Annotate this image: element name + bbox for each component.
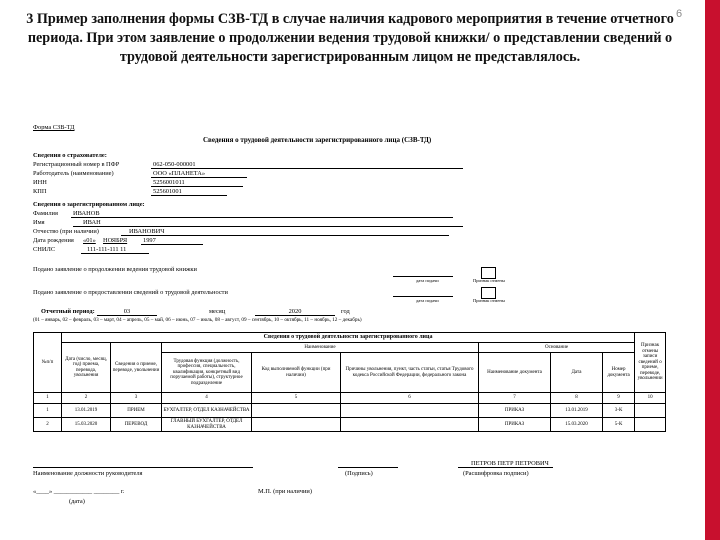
row-info: ПЕРЕВОД xyxy=(111,418,162,432)
period-year-label: год xyxy=(341,308,350,315)
row-revoke xyxy=(635,418,666,432)
period-month-label: месяц xyxy=(209,308,226,315)
row-num: 2 xyxy=(34,418,62,432)
row-doc-number: 5-К xyxy=(603,418,635,432)
header-doc-name: Наименование документа xyxy=(479,353,551,393)
header-function: Трудовая функция (должность, профессия, специальность, квалификация, конкретный вид поручаемой работы), структурное подразделение xyxy=(162,353,252,393)
row-doc-name: ПРИКАЗ xyxy=(479,418,551,432)
dob-label: Дата рождения xyxy=(33,237,74,244)
row-date: 13.01.2019 xyxy=(62,404,111,418)
period-label: Отчетный период: xyxy=(41,308,95,315)
col-number: 4 xyxy=(162,393,252,404)
person-heading: Сведения о зарегистрированном лице: xyxy=(33,201,145,208)
provide-statement: Подано заявление о предоставлении сведений о трудовой деятельности xyxy=(33,289,228,296)
header-basis-group: Основание xyxy=(479,343,635,353)
kpp-value: 525601001 xyxy=(151,188,227,196)
signature-line xyxy=(338,467,398,468)
patronymic-value: ИВАНОВИЧ xyxy=(121,228,449,236)
continue-statement: Подано заявление о продолжении ведения трудовой книжки xyxy=(33,266,197,273)
continue-date-line xyxy=(393,276,453,277)
header-revoke: Признак отмены записи сведений о приеме, переводе, увольнении xyxy=(635,333,666,393)
dob-month: НОЯБРЯ xyxy=(103,237,128,244)
employer-label: Работодатель (наименование) xyxy=(33,170,114,177)
date-label: (дата) xyxy=(69,498,85,505)
dob-year: 1997 xyxy=(141,237,203,245)
row-function: ГЛАВНЫЙ БУХГАЛТЕР, ОТДЕЛ КАЗНАЧЕЙСТВА xyxy=(162,418,252,432)
header-code: Код выполняемой функции (при наличии) xyxy=(252,353,341,393)
head-position-label: Наименование должности руководителя xyxy=(33,470,143,477)
col-number: 2 xyxy=(62,393,111,404)
work-activity-table xyxy=(33,332,666,432)
table-main-header: Сведения о трудовой деятельности зарегистрированного лица xyxy=(62,333,635,343)
header-doc-date: Дата xyxy=(551,353,603,393)
signer-name: ПЕТРОВ ПЕТР ПЕТРОВИЧ xyxy=(471,460,549,467)
col-number: 9 xyxy=(603,393,635,404)
row-revoke xyxy=(635,404,666,418)
employer-value: ООО «ПЛАНЕТА» xyxy=(151,170,247,178)
continue-revoke-caption: Признак отмены xyxy=(473,278,505,283)
insurer-heading: Сведения о страхователе: xyxy=(33,152,107,159)
date-line: «____» ____________ ________ г. xyxy=(33,488,125,495)
page-number: 6 xyxy=(676,8,683,20)
row-doc-date: 13.01.2019 xyxy=(551,404,603,418)
decoding-label: (Расшифровка подписи) xyxy=(463,470,529,477)
row-info: ПРИЕМ xyxy=(111,404,162,418)
row-num: 1 xyxy=(34,404,62,418)
period-legend: (01 – январь, 02 – февраль, 03 – март, 04 – апрель, 05 – май, 06 – июнь, 07 – июль, 08 – август, 09 – сентябрь, 10 – октябрь, 11 – ноябрь, 12 – декабрь) xyxy=(33,317,362,323)
reg-number-value: 062-050-000001 xyxy=(151,161,463,169)
header-num: №п/п xyxy=(34,333,62,393)
provide-revoke-caption: Признак отмены xyxy=(473,298,505,303)
inn-label: ИНН xyxy=(33,179,47,186)
accent-bar xyxy=(705,0,720,540)
table-row xyxy=(34,418,666,432)
provide-date-line xyxy=(393,296,453,297)
kpp-label: КПП xyxy=(33,188,47,195)
col-number: 6 xyxy=(341,393,479,404)
row-doc-number: 3-К xyxy=(603,404,635,418)
row-date: 15.03.2020 xyxy=(62,418,111,432)
header-date: Дата (число, месяц, год) приема, перевода, увольнения xyxy=(62,343,111,393)
form-title: Сведения о трудовой деятельности зарегистрированного лица (СЗВ-ТД) xyxy=(203,136,432,144)
row-doc-date: 15.03.2020 xyxy=(551,418,603,432)
row-reason xyxy=(341,418,479,432)
name-value: ИВАН xyxy=(73,219,463,227)
row-function: БУХГАЛТЕР, ОТДЕЛ КАЗНАЧЕЙСТВА xyxy=(162,404,252,418)
period-month-value: 03 xyxy=(97,308,157,316)
continue-date-caption: дата подачи xyxy=(416,278,439,283)
surname-value: ИВАНОВ xyxy=(71,210,453,218)
col-number: 3 xyxy=(111,393,162,404)
inn-value: 5256001011 xyxy=(151,179,243,187)
szv-td-form xyxy=(33,124,665,514)
patronymic-label: Отчество (при наличии) xyxy=(33,228,99,235)
surname-label: Фамилия xyxy=(33,210,58,217)
dob-day: «01» xyxy=(83,237,96,244)
col-number: 5 xyxy=(252,393,341,404)
snils-value: 111-111-111 11 xyxy=(81,246,149,254)
header-name-group: Наименование xyxy=(162,343,479,353)
col-number: 10 xyxy=(635,393,666,404)
row-code xyxy=(252,418,341,432)
slide-title: 3 Пример заполнения формы СЗВ-ТД в случае наличия кадрового мероприятия в течение отчетного периода. При этом заявление о продолжении ведения трудовой книжки/ о представлении сведений о трудовой деятельности зарегистрированным лицом не представлялось. xyxy=(26,11,674,65)
col-number: 1 xyxy=(34,393,62,404)
row-code xyxy=(252,404,341,418)
stamp-label: М.П. (при наличии) xyxy=(258,488,312,495)
signature-label: (Подпись) xyxy=(345,470,373,477)
signer-line xyxy=(458,467,553,468)
reg-number-label: Регистрационный номер в ПФР xyxy=(33,161,120,168)
period-year-value: 2020 xyxy=(255,308,335,316)
name-label: Имя xyxy=(33,219,45,226)
col-number: 7 xyxy=(479,393,551,404)
header-doc-number: Номер документа xyxy=(603,353,635,393)
provide-date-caption: дата подачи xyxy=(416,298,439,303)
head-position-line xyxy=(33,467,253,468)
row-doc-name: ПРИКАЗ xyxy=(479,404,551,418)
col-number: 8 xyxy=(551,393,603,404)
form-label: Форма СЗВ-ТД xyxy=(33,124,75,131)
row-reason xyxy=(341,404,479,418)
header-info: Сведения о приеме, переводе, увольнении xyxy=(111,343,162,393)
header-reason: Причины увольнения, пункт, часть статьи, статья Трудового кодекса Российской Федерации, федерального закона xyxy=(341,353,479,393)
table-row xyxy=(34,404,666,418)
snils-label: СНИЛС xyxy=(33,246,56,253)
